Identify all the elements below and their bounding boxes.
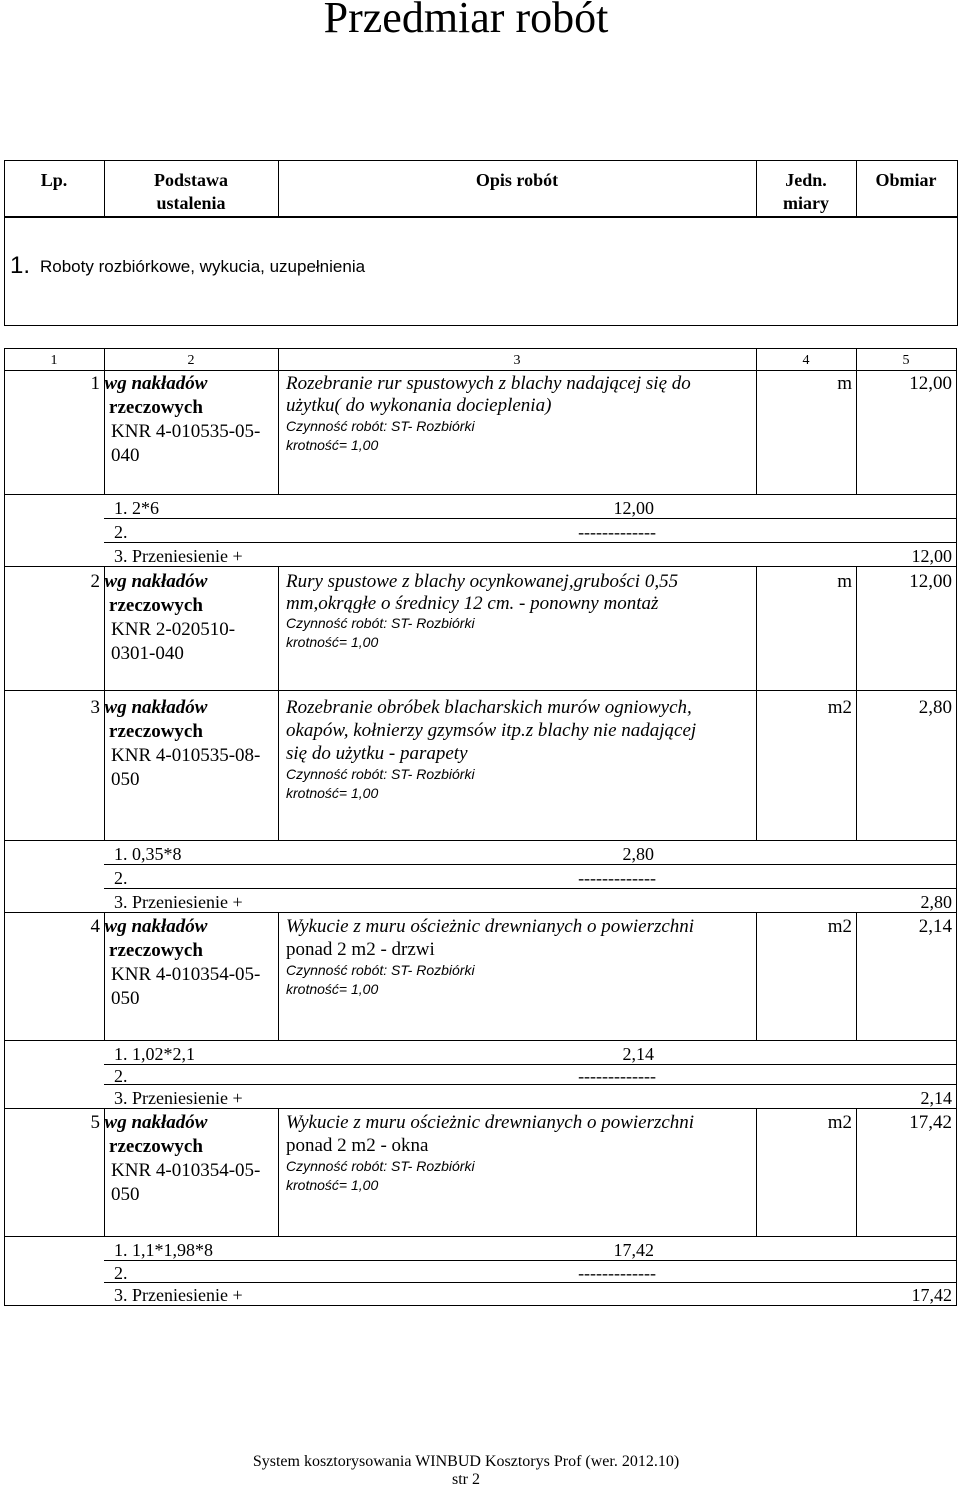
item-basis-line2: rzeczowych [109,595,203,616]
row-divider [4,1040,957,1041]
item-basis-line3: KNR 4-010354-05- [111,964,261,985]
header-opis: Opis robót [475,170,559,190]
item-desc-line2: okapów, kołnierzy gzymsów itp.z blachy nie nadającej [286,720,697,741]
column-divider [278,566,279,840]
calc-value1: 2,80 [622,844,654,864]
table-left-border [4,348,5,1305]
column-number: 2 [187,353,195,368]
row-divider [4,840,957,841]
item-czynnosc: Czynność robót: ST- Rozbiórki [286,766,475,782]
calc-line3: 3. Przeniesienie + [114,1285,243,1305]
header-lp: Lp. [40,170,68,190]
item-basis-line1: wg nakładów [104,697,208,718]
item-czynnosc: Czynność robót: ST- Rozbiórki [286,615,475,631]
column-divider [756,348,757,494]
calc-value2: ------------- [578,1263,656,1283]
item-basis-line2: rzeczowych [109,721,203,742]
column-divider [278,912,279,1040]
item-basis-line2: rzeczowych [109,397,203,418]
item-unit: m2 [827,916,852,937]
item-basis-line3: KNR 4-010535-08- [111,745,261,766]
item-basis-line1: wg nakładów [104,571,208,592]
item-basis-line4: 050 [111,769,140,790]
calc-value3: 17,42 [911,1285,952,1305]
header-podstawa-line1: Podstawa [153,170,228,190]
calc-line2: 2. [114,1263,128,1283]
item-lp: 5 [90,1112,100,1133]
column-number: 1 [50,353,58,368]
calc-line3: 3. Przeniesienie + [114,546,243,566]
item-qty: 12,00 [909,571,952,592]
item-czynnosc: Czynność robót: ST- Rozbiórki [286,418,475,434]
calc-line3: 3. Przeniesienie + [114,892,243,912]
item-desc-line1: Wykucie z muru ościeżnic drewnianych o powierzchni [286,916,695,937]
item-desc-line1: Rury spustowe z blachy ocynkowanej,grubości 0,55 [286,571,679,592]
section-number: 1. [10,252,31,279]
row-divider [4,1236,957,1237]
item-lp: 4 [90,916,100,937]
header-obmiar: Obmiar [875,170,937,190]
item-qty: 2,80 [918,697,952,718]
column-number: 3 [513,353,521,368]
row-divider [4,494,957,495]
item-desc-line1: Rozebranie obróbek blacharskich murów ogniowych, [286,697,692,718]
item-basis-line3: KNR 4-010354-05- [111,1160,261,1181]
item-basis-line1: wg nakładów [104,916,208,937]
header-jedn-line2: miary [783,193,829,213]
calc-value2: ------------- [578,522,656,542]
item-basis-line3: KNR 4-010535-05- [111,421,261,442]
page-title: Przedmiar robót [323,0,609,42]
column-number: 5 [902,353,910,368]
item-krotnosc: krotność= 1,00 [286,981,379,997]
item-basis-line1: wg nakładów [104,373,208,394]
header-jedn-line1: Jedn. [785,170,827,190]
calc-line1: 1. 2*6 [114,498,159,518]
item-basis-line2: rzeczowych [109,940,203,961]
item-krotnosc: krotność= 1,00 [286,785,379,801]
item-lp: 2 [90,571,100,592]
table-right-border [956,348,957,1305]
item-desc-line2: ponad 2 m2 - okna [286,1135,429,1156]
item-desc-line2: ponad 2 m2 - drzwi [286,939,435,960]
header-podstawa-line2: ustalenia [156,193,226,213]
item-basis-line4: 0301-040 [111,643,184,664]
footer-page: str 2 [452,1471,480,1488]
item-desc-line3: się do użytku - parapety [286,743,468,764]
column-divider [856,348,857,494]
item-czynnosc: Czynność robót: ST- Rozbiórki [286,962,475,978]
item-basis-line4: 050 [111,988,140,1009]
item-krotnosc: krotność= 1,00 [286,1177,379,1193]
item-desc-line1: Rozebranie rur spustowych z blachy nadającej się do [286,373,691,394]
calc-value1: 12,00 [613,498,654,518]
calc-value2: ------------- [578,1066,656,1086]
item-unit: m2 [827,697,852,718]
column-number: 4 [802,353,810,368]
calc-value1: 17,42 [613,1240,654,1260]
item-unit: m2 [827,1112,852,1133]
calc-line1: 1. 1,1*1,98*8 [114,1240,213,1260]
calc-line1: 1. 1,02*2,1 [114,1044,195,1064]
item-krotnosc: krotność= 1,00 [286,437,379,453]
table-top-border [4,348,957,349]
item-qty: 12,00 [909,373,952,394]
calc-value3: 2,14 [920,1088,952,1108]
item-qty: 2,14 [918,916,952,937]
calc-line1: 1. 0,35*8 [114,844,182,864]
calc-value2: ------------- [578,868,656,888]
item-desc-line1: Wykucie z muru ościeżnic drewnianych o powierzchni [286,1112,695,1133]
item-czynnosc: Czynność robót: ST- Rozbiórki [286,1158,475,1174]
item-basis-line3: KNR 2-020510- [111,619,236,640]
item-desc-line2: użytku( do wykonania docieplenia) [286,395,552,416]
item-qty: 17,42 [909,1112,952,1133]
calc-value3: 2,80 [920,892,952,912]
item-unit: m [837,571,852,592]
item-basis-line1: wg nakładów [104,1112,208,1133]
footer-system: System kosztorysowania WINBUD Kosztorys Prof (wer. 2012.10) [252,1453,680,1470]
row-divider [4,370,957,371]
row-divider [4,690,957,691]
item-basis-line2: rzeczowych [109,1136,203,1157]
calc-line3: 3. Przeniesienie + [114,1088,243,1108]
column-divider [278,1108,279,1236]
item-unit: m [837,373,852,394]
calc-line2: 2. [114,522,128,542]
item-lp: 3 [90,697,100,718]
item-basis-line4: 040 [111,445,140,466]
item-krotnosc: krotność= 1,00 [286,634,379,650]
calc-value1: 2,14 [622,1044,654,1064]
calc-line2: 2. [114,868,128,888]
section-title: Roboty rozbiórkowe, wykucia, uzupełnienia [40,257,366,276]
item-lp: 1 [90,373,100,394]
item-desc-line2: mm,okrągłe o średnicy 12 cm. - ponowny montaż [286,593,659,614]
calc-line2: 2. [114,1066,128,1086]
calc-value3: 12,00 [911,546,952,566]
item-basis-line4: 050 [111,1184,140,1205]
